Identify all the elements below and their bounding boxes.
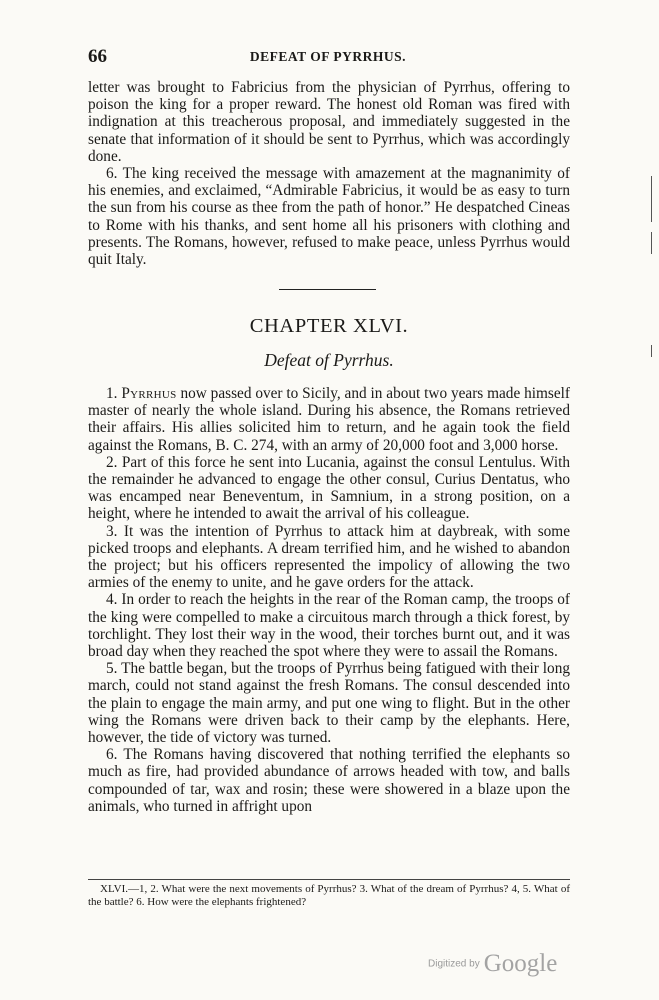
paragraph-6: 6. The Romans having discovered that nothing terrified the elephants so much as fire, had provided abundance of arrows headed with tow, and balls compounded of tar, wax and rosin; these were showered in a blaze upon the animals, who turned in affright upon — [88, 746, 570, 815]
page-number: 66 — [88, 46, 107, 67]
margin-scan-mark — [651, 232, 652, 254]
margin-scan-mark — [651, 345, 652, 357]
paragraph-1-number: 1. — [106, 385, 118, 402]
running-title: DEFEAT OF PYRRHUS. — [249, 49, 407, 64]
paragraph-1-text: now passed over to Sicily, and in about two years made himself master of nearly the whole island. During his absence, the Romans retrieved their affairs. His allies solicited him to return, and he again took the field against the Romans, B. C. 274, with an army of 20,000 foot and 3,000 horse. — [88, 385, 570, 454]
chapter-title: CHAPTER XLVI. — [249, 315, 409, 337]
page-header — [88, 46, 568, 68]
footnote-rule — [88, 879, 570, 880]
previous-chapter-text — [88, 79, 570, 268]
footnote-text: XLVI.—1, 2. What were the next movements of Pyrrhus? 3. What of the dream of Pyrrhus? 4, 5. What of the battle? 6. How were the elephants frightened? — [88, 883, 570, 908]
paragraph-3: 3. It was the intention of Pyrrhus to attack him at daybreak, with some picked troops and elephants. A dream terrified him, and he wished to abandon the project; but his officers represented the impolicy of allowing the two armies of the enemy to unite, and he gave orders for the attack. — [88, 522, 570, 592]
paragraph-4: 4. In order to reach the heights in the rear of the Roman camp, the troops of the king were compelled to make a circuitous march through a thick forest, by torchlight. They lost their way in the wood, their torches burnt out, and it was broad day when they reached the spot where they were to assail the Romans. — [88, 591, 570, 661]
paragraph-6-prev: 6. The king received the message with amazement at the magnanimity of his enemies, and exclaimed, “Admirable Fabricius, it would be as easy to turn the sun from his course as thee from the path of honor.” He despatched Cineas to Rome with his thanks, and sent home all his prisoners with clothing and presents. The Romans, however, refused to make peace, unless Pyrrhus would quit Italy. — [88, 165, 570, 269]
watermark-logo: Google — [483, 950, 558, 977]
chapter-separator-rule — [279, 289, 376, 290]
digitized-watermark — [428, 950, 557, 980]
margin-scan-mark — [651, 176, 652, 222]
paragraph-2: 2. Part of this force he sent into Lucania, against the consul Lentulus. With the remainder he advanced to engage the other consul, Curius Dentatus, who was encamped near Beneventum, in Samnium, in a strong position, on a height, where he intended to await the arrival of his colleague. — [88, 453, 570, 523]
watermark-prefix: Digitized by — [428, 958, 480, 970]
paragraph-5: 5. The battle began, but the troops of Pyrrhus being fatigued with their long march, could not stand against the fresh Romans. The consul descended into the plain to engage the main army, and put one wing to flight. But in the other wing the Romans were driven back to their camp by the elephants. Here, however, the tide of victory was turned. — [88, 660, 570, 747]
paragraph-1 — [88, 385, 570, 454]
chapter-body — [88, 385, 570, 815]
footnote-questions — [88, 883, 570, 909]
paragraph-continuation: letter was brought to Fabricius from the physician of Pyrrhus, offering to poison the king for a proper reward. The honest old Roman was fired with indignation at this treacherous proposal, and immediately suggested in the senate that information of it should be sent to Pyrrhus, which was accordingly done. — [88, 79, 570, 165]
chapter-subtitle: Defeat of Pyrrhus. — [264, 350, 394, 370]
paragraph-1-lead-word: Pyrrhus — [121, 385, 177, 402]
